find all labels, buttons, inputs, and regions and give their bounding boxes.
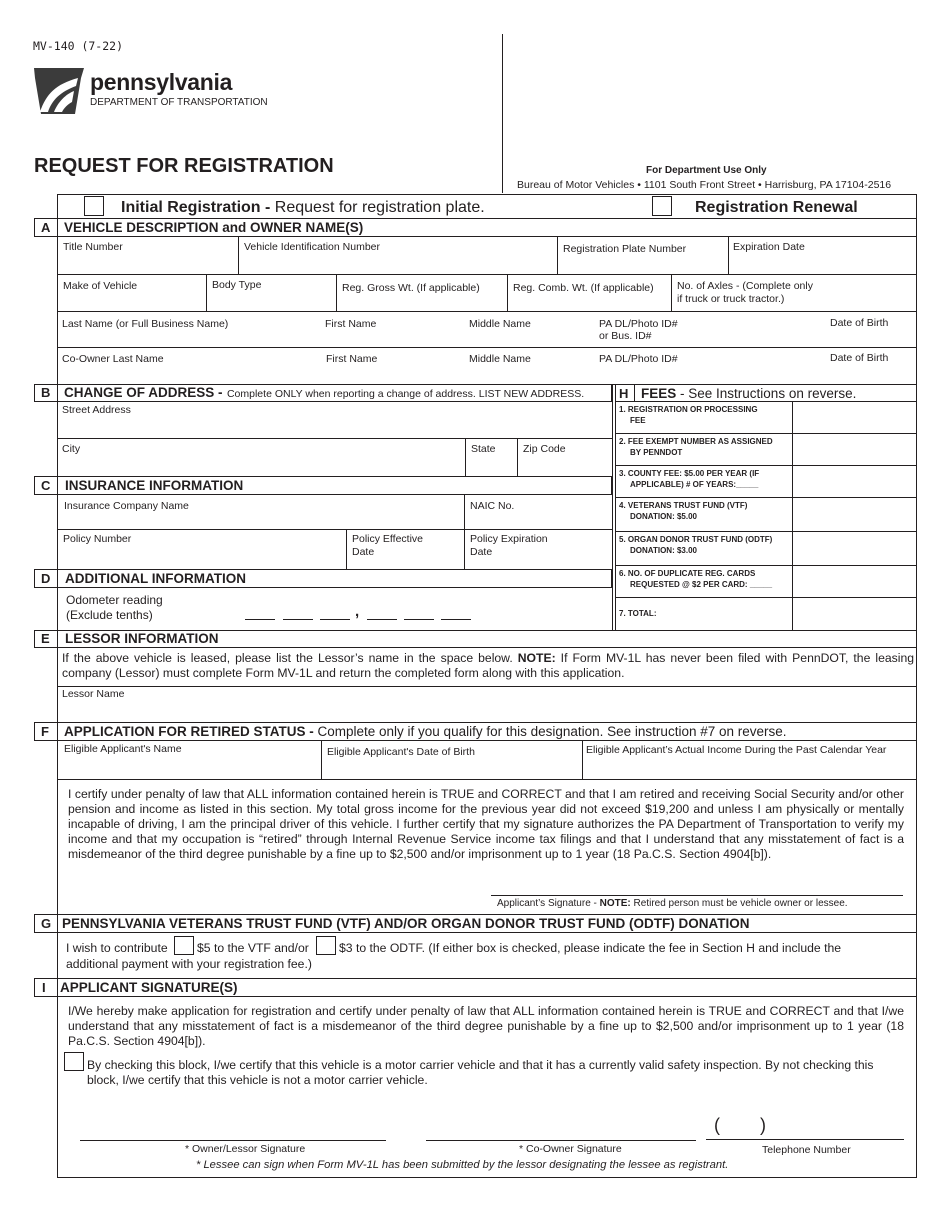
axles-label-2: if truck or truck tractor.) [677,293,785,305]
fee-label-7: 7. TOTAL: [619,609,657,618]
fee-row-divider [615,433,917,434]
penndot-logo [32,64,282,116]
retired-signature-label [497,898,848,910]
odtf-checkbox[interactable] [316,936,336,955]
fee-label-3-cont: APPLICABLE) # OF YEARS:_____ [630,480,759,489]
section-e-letter: E [41,631,50,646]
fee-label-6: 6. NO. OF DUPLICATE REG. CARDS [619,569,756,578]
fee-row-divider [615,597,917,598]
street-address-label: Street Address [62,404,131,416]
policy-expiration-label-1: Policy Expiration [470,533,548,545]
state-label: State [471,443,496,455]
fee-label-2-cont: BY PENNDOT [630,448,683,457]
fee-label-6-cont: REQUESTED @ $2 PER CARD: _____ [630,580,773,589]
section-f-title [64,724,787,740]
donation-text-4: additional payment with your registration fee.) [66,957,312,971]
co-dl-label: PA DL/Photo ID# [599,353,678,365]
odometer-label-2: (Exclude tenths) [66,608,153,622]
section-g-title: PENNSYLVANIA VETERANS TRUST FUND (VTF) AND/OR ORGAN DONOR TRUST FUND (ODTF) DONATION [62,916,750,931]
divider [57,311,917,312]
retired-certification: I certify under penalty of law that ALL information contained herein is TRUE and CORRECT and that I am retired and receiving Social Security and/or other pension and income as listed in this section. My total gross income for the previous year did not exceed $19,200 and unless I am physically or mentally incapable of driving, I am the principal driver of this vehicle. I further certify that my signature authorizes the PA Department of Transportation to verify my income and that my occupation is “retired” through Internal Revenue Service income tax filings and that I understand that any misstatement of fact is a misdemeanor of the third degree punishable by a fine up to $2,500 and/or imprisonment up to 1 year (18 Pa.C.S. Section 4904[b]). [68,787,904,861]
make-label: Make of Vehicle [63,280,138,292]
section-f-letter: F [41,724,49,739]
owner-signature-line[interactable] [80,1140,386,1141]
divider [57,630,58,648]
section-i-title: APPLICANT SIGNATURE(S) [60,980,238,995]
applicant-income-label: Eligible Applicant’s Actual Income During the Past Calendar Year [586,744,887,756]
expiration-date-label: Expiration Date [733,241,805,253]
divider [612,384,613,630]
section-h-title-bold: FEES [641,386,677,401]
donation-text-3: $3 to the ODTF. (If either box is checked, please indicate the fee in Section H and include the [339,941,842,955]
fee-row-divider [615,531,917,532]
motor-carrier-text: By checking this block, I/we certify that this vehicle is a motor carrier vehicle and that it has a currently valid safety inspection. By not checking this block, I/we certify that this vehicle is not a motor carrier vehicle. [87,1058,874,1087]
odometer-digit-4[interactable] [367,619,397,620]
naic-label: NAIC No. [470,500,515,512]
divider [57,569,58,588]
divider [57,978,58,997]
initial-registration-desc: Request for registration plate. [270,199,485,216]
comb-weight-label: Reg. Comb. Wt. (If applicable) [513,282,654,294]
applicant-certification: I/We hereby make application for registration and certify under penalty of law that ALL information contained herein is TRUE and CORRECT and that I/we understand that any misstatement of fact is a misdemeanor of the third degree punishable by a fine up to $2,500 and/or imprisonment up to 1 year (18 Pa.C.S. Section 4904[b]). [68,1004,904,1048]
fee-amount-field-5[interactable] [794,533,915,563]
fee-amount-field-3[interactable] [794,467,915,495]
first-name-label: First Name [325,318,377,330]
section-f-title-bold: APPLICATION FOR RETIRED STATUS - [64,724,314,739]
policy-effective-label-2: Date [352,546,375,558]
odometer-digit-2[interactable] [283,619,313,620]
odometer-comma: , [355,603,360,620]
section-b-note: Complete ONLY when reporting a change of address. LIST NEW ADDRESS. [226,388,585,400]
dl-label-1: PA DL/Photo ID# [599,318,678,330]
registration-renewal-label: Registration Renewal [695,199,858,216]
fee-row-divider [615,497,917,498]
phone-area-code[interactable]: ( ) [714,1115,766,1135]
dob-label: Date of Birth [830,317,889,329]
section-b-letter: B [41,385,51,400]
donation-text-1: I wish to contribute [66,941,168,955]
section-h-subtitle: - See Instructions on reverse. [676,386,857,401]
retired-signature-line[interactable] [491,895,903,896]
section-d-title: ADDITIONAL INFORMATION [65,571,246,586]
odometer-digit-3[interactable] [320,619,350,620]
odometer-digit-6[interactable] [441,619,471,620]
fee-label-1-cont: FEE [630,416,646,425]
lessee-note: * Lessee can sign when Form MV-1L has been submitted by the lessor designating the lessee as registrant. [196,1159,729,1171]
logo-dept: DEPARTMENT OF TRANSPORTATION [90,97,268,108]
dl-label-2: or Bus. ID# [599,330,652,342]
zip-label: Zip Code [523,443,566,455]
coowner-signature-line[interactable] [426,1140,696,1141]
policy-effective-label-1: Policy Effective [352,533,424,545]
section-e-title: LESSOR INFORMATION [65,631,219,646]
keystone-logo-icon [32,64,86,116]
dept-address: Bureau of Motor Vehicles • 1101 South Front Street • Harrisburg, PA 17104-2516 [517,179,892,191]
divider [336,274,337,311]
divider [507,274,508,311]
divider [634,384,635,401]
divider [57,529,612,530]
co-middle-name-label: Middle Name [469,353,531,365]
vin-label: Vehicle Identification Number [244,241,380,253]
phone-line[interactable] [706,1139,904,1140]
fee-amount-field-2[interactable] [794,435,915,463]
section-c-title: INSURANCE INFORMATION [65,478,244,493]
section-b-title-bold: CHANGE OF ADDRESS - [64,385,223,400]
applicant-name-label: Eligible Applicant's Name [64,743,182,755]
fee-label-5-cont: DONATION: $3.00 [630,546,697,555]
dept-use-label: For Department Use Only [646,165,767,176]
divider [57,218,58,237]
section-c-letter: C [41,478,51,493]
divider [464,495,465,529]
coowner-signature-label: * Co-Owner Signature [519,1143,622,1155]
divider [615,384,616,630]
title-number-label: Title Number [63,241,123,253]
lessor-instructions-a: If the above vehicle is leased, please list the Lessor’s name in the space below. [62,651,518,665]
last-name-label: Last Name (or Full Business Name) [62,318,229,330]
lessor-instructions [62,651,914,681]
gross-weight-label: Reg. Gross Wt. (If applicable) [342,282,480,294]
odometer-digit-1[interactable] [245,619,275,620]
divider [57,274,917,275]
form-number: MV-140 (7-22) [33,39,124,53]
lessor-name-label: Lessor Name [62,688,125,700]
divider [464,529,465,569]
divider [728,237,729,274]
section-i-letter: I [42,980,46,995]
middle-name-label: Middle Name [469,318,531,330]
fee-label-2: 2. FEE EXEMPT NUMBER AS ASSIGNED [619,437,773,446]
fee-label-3: 3. COUNTY FEE: $5.00 PER YEAR (IF [619,469,760,478]
section-h-letter: H [619,386,629,401]
divider [582,741,583,779]
divider [517,438,518,476]
fee-label-4-cont: DONATION: $5.00 [630,512,697,521]
lessor-instructions-note: NOTE: [517,651,556,665]
section-b-title [64,385,584,402]
plate-number-label: Registration Plate Number [563,243,687,255]
divider [465,438,466,476]
divider [671,274,672,311]
page-title: REQUEST FOR REGISTRATION [34,155,334,177]
divider [612,384,917,385]
divider [57,686,917,687]
fee-row-divider [615,565,917,566]
policy-number-label: Policy Number [63,533,132,545]
owner-signature-label: * Owner/Lessor Signature [185,1143,306,1155]
lessor-instructions-b: If Form MV-1L has never been filed with PennDOT, the leasing company (Lessor) must complete Form MV-1L and return the completed form along with this application. [62,651,914,680]
retired-signature-note: NOTE: [599,898,631,909]
retired-signature-rest: Retired person must be vehicle owner or lessee. [630,898,848,909]
registration-renewal-checkbox[interactable] [652,196,672,216]
divider [321,741,322,779]
section-g-letter: G [41,916,52,931]
divider [57,347,917,348]
donation-text-2: $5 to the VTF and/or [197,941,309,955]
initial-registration-bold: Initial Registration - [121,199,271,216]
divider [557,237,558,274]
divider [238,237,239,274]
section-d-letter: D [41,571,51,586]
section-a-title: VEHICLE DESCRIPTION and OWNER NAME(S) [64,220,364,235]
retired-signature-text: Applicant’s Signature - [497,898,600,909]
fee-label-1: 1. REGISTRATION OR PROCESSING [619,405,758,414]
initial-registration-label [121,198,485,217]
odometer-digit-5[interactable] [404,619,434,620]
fee-label-4: 4. VETERANS TRUST FUND (VTF) [619,501,748,510]
odometer-label-1: Odometer reading [66,593,163,607]
divider [57,722,58,741]
divider [57,914,58,933]
city-label: City [62,443,81,455]
section-a-letter: A [41,220,51,235]
vtf-checkbox[interactable] [174,936,194,955]
initial-registration-checkbox[interactable] [84,196,104,216]
divider [792,401,793,630]
co-first-name-label: First Name [326,353,378,365]
fee-amount-field-1[interactable] [794,403,915,431]
phone-label: Telephone Number [762,1144,851,1156]
fee-amount-field-7[interactable] [794,599,915,628]
axles-label-1: No. of Axles - (Complete only [677,280,813,292]
body-type-label: Body Type [212,279,262,291]
divider [57,384,58,402]
policy-expiration-label-2: Date [470,546,493,558]
fee-row-divider [615,465,917,466]
co-dob-label: Date of Birth [830,352,889,364]
header-divider [502,34,503,193]
insurance-company-label: Insurance Company Name [64,500,189,512]
divider [57,476,58,495]
divider [346,529,347,569]
section-h-title [641,386,856,402]
fee-amount-field-4[interactable] [794,499,915,529]
section-f-title-rest: Complete only if you qualify for this designation. See instruction #7 on reverse. [313,724,787,739]
divider [57,438,612,439]
co-owner-last-label: Co-Owner Last Name [62,353,164,365]
divider [57,779,917,780]
fee-label-5: 5. ORGAN DONOR TRUST FUND (ODTF) [619,535,773,544]
motor-carrier-checkbox[interactable] [64,1052,84,1071]
applicant-dob-label: Eligible Applicant's Date of Birth [327,746,475,758]
fee-amount-field-6[interactable] [794,567,915,595]
logo-name: pennsylvania [90,69,233,95]
divider [206,274,207,311]
